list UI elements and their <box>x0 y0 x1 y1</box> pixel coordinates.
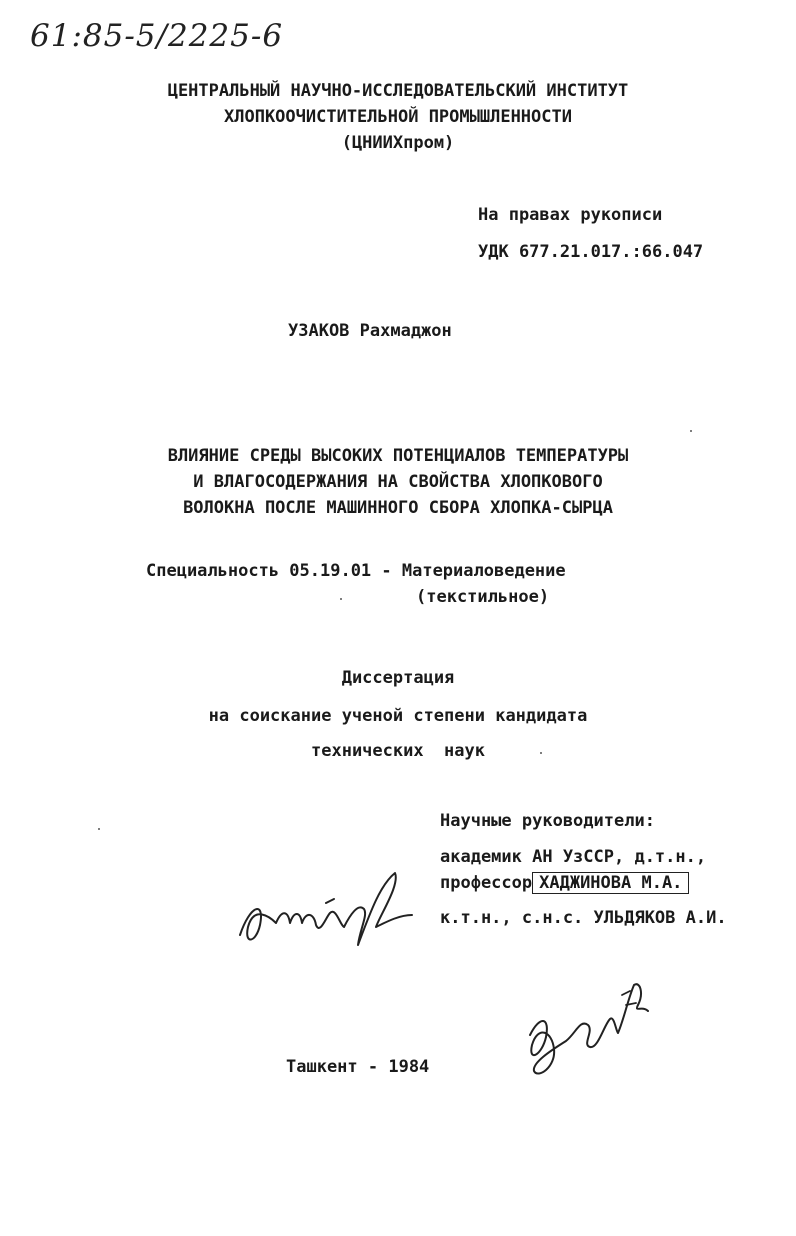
degree-line: на соискание ученой степени кандидата <box>208 706 588 726</box>
signature-right <box>510 975 660 1085</box>
institute-line-2: ХЛОПКООЧИСТИТЕЛЬНОЙ ПРОМЫШЛЕННОСТИ <box>224 107 572 127</box>
scan-speck <box>690 430 692 432</box>
place-and-year: Ташкент - 1984 <box>286 1057 430 1077</box>
archive-code-handwritten: 61:85-5/2225-6 <box>30 18 284 54</box>
author-name: УЗАКОВ Рахмаджон <box>288 321 452 341</box>
title-line-1: ВЛИЯНИЕ СРЕДЫ ВЫСОКИХ ПОТЕНЦИАЛОВ ТЕМПЕРАТУРЫ <box>167 446 629 466</box>
scan-speck <box>540 752 542 754</box>
scan-speck <box>340 598 342 600</box>
specialty-subline: (текстильное) <box>416 587 550 607</box>
supervisor-1-name-line <box>440 872 689 894</box>
supervisor-1-rank: профессор <box>440 873 533 893</box>
title-line-2: И ВЛАГОСОДЕРЖАНИЯ НА СВОЙСТВА ХЛОПКОВОГО <box>193 472 603 492</box>
dissertation-label: Диссертация <box>341 668 455 688</box>
supervisor-2-line: к.т.н., с.н.с. УЛЬДЯКОВ А.И. <box>440 908 727 928</box>
institute-abbreviation: (ЦНИИХпром) <box>341 133 455 153</box>
supervisors-heading: Научные руководители: <box>440 811 655 831</box>
supervisor-1-name-boxed: ХАДЖИНОВА М.А. <box>532 872 689 894</box>
signature-left <box>230 865 420 955</box>
udk-code: УДК 677.21.017.:66.047 <box>478 242 704 262</box>
institute-line-1: ЦЕНТРАЛЬНЫЙ НАУЧНО-ИССЛЕДОВАТЕЛЬСКИЙ ИНСТИТУТ <box>167 81 629 101</box>
title-line-3: ВОЛОКНА ПОСЛЕ МАШИННОГО СБОРА ХЛОПКА-СЫРЦА <box>183 498 613 518</box>
scan-speck <box>98 828 100 830</box>
supervisor-1-title: академик АН УзССР, д.т.н., <box>440 847 707 867</box>
manuscript-rights: На правах рукописи <box>478 205 663 225</box>
degree-field: технических наук <box>311 741 485 761</box>
specialty-line: Специальность 05.19.01 - Материаловедение <box>146 561 566 581</box>
